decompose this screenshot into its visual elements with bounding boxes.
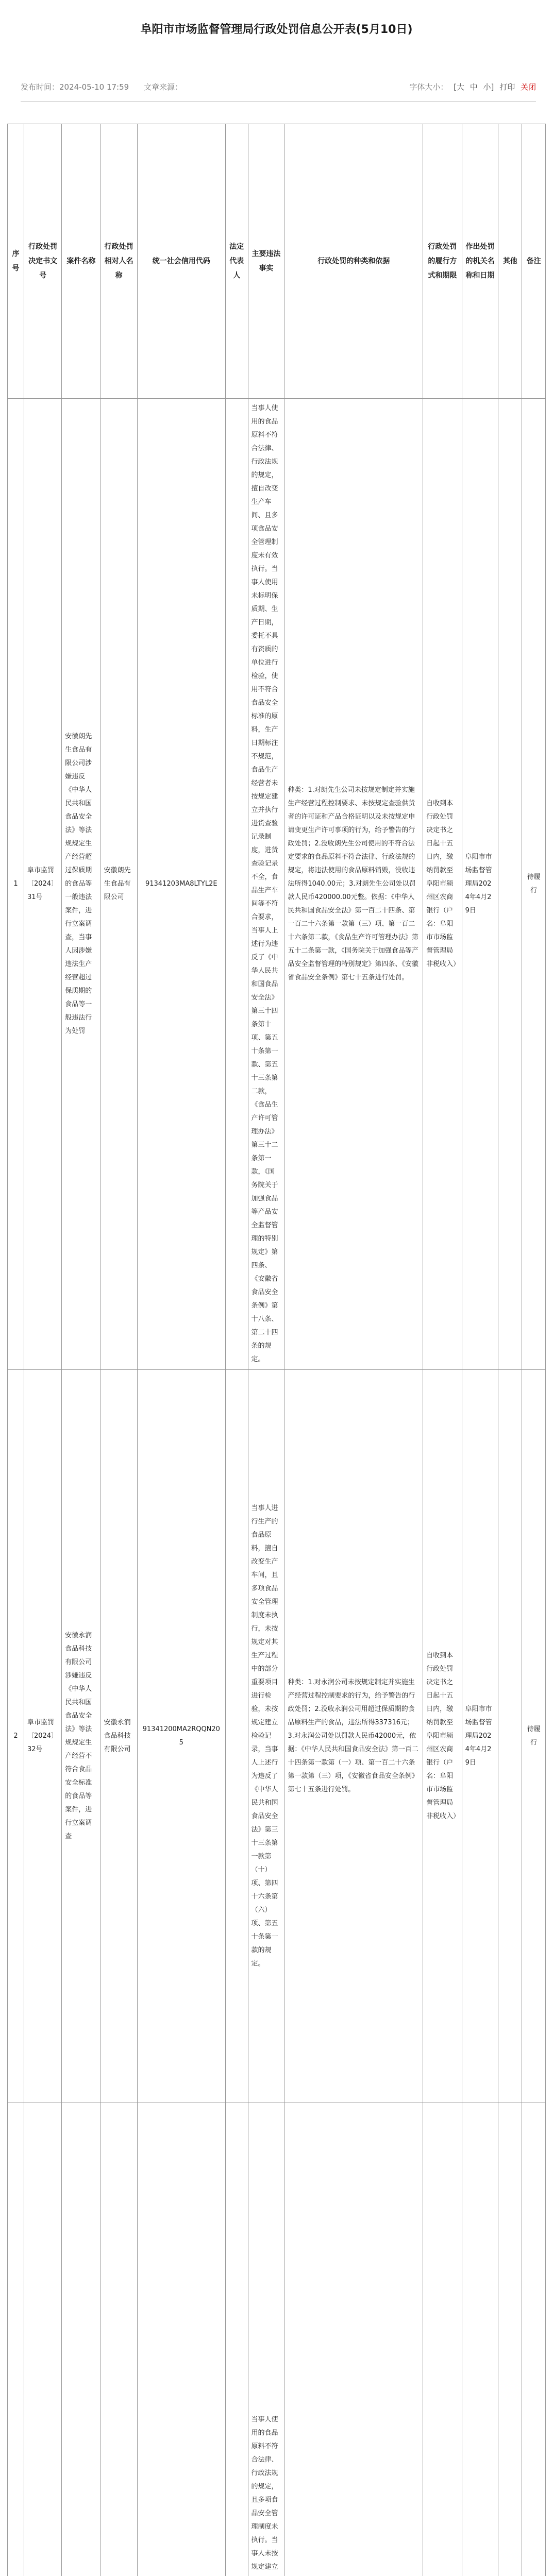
cell-case-name [62, 2103, 100, 2576]
close-button[interactable]: 关闭 [520, 82, 536, 92]
header-other: 其他 [498, 124, 522, 399]
cell-case-name: 安徽永润食品科技有限公司涉嫌违反《中华人民共和国食品安全法》等法规规定生产经营不符合食品安全标准的食品等案件，进行立案调查 [62, 1370, 100, 2103]
cell-other [498, 2103, 522, 2576]
cell-index [8, 2103, 24, 2576]
cell-penalty: 种类：1.对朗先生公司未按规定制定并实施生产经营过程控制要求、未按规定查验供货者的许可证和产品合格证明以及未按规定申请变更生产许可事项的行为，给予警告的行政处罚；2.没收朗先生公司使用的不符合法定要求的食品原料不符合法律、行政法规的规定，将违法使用的食品原料销毁，没收违法所得1040.00元；3.对朗先生公司处以罚款人民币420000.00元整。依据：《中华人民共和国食品安全法》第一百二十四条、第一百二十六条第一款第（三）项、第一百二十六条第二款，《食品生产许可管理办法》第五十二条第一款，《国务院关于加强食品等产品安全监督管理的特别规定》第四条、《安徽省食品安全条例》第七十五条进行处罚。 [284, 399, 423, 1370]
cell-note: 待履行 [522, 1370, 546, 2103]
font-size-label: 字体大小： [409, 82, 448, 92]
cell-party: 安徽永润食品科技有限公司 [100, 1370, 137, 2103]
article-meta-left [21, 81, 195, 92]
cell-penalty [284, 2103, 423, 2576]
table-header-row [8, 124, 546, 399]
cell-index: 1 [8, 399, 24, 1370]
cell-organ: 阜阳市市场监督管理局2024年4月29日 [462, 399, 498, 1370]
header-legal-rep: 法定代表人 [226, 124, 248, 399]
font-large-button[interactable]: [大 [454, 82, 464, 92]
header-violation: 主要违法事实 [248, 124, 284, 399]
header-doc-no: 行政处罚决定书文号 [24, 124, 62, 399]
cell-legal-rep [226, 2103, 248, 2576]
table-row [8, 2103, 546, 2576]
cell-penalty: 种类：1.对永润公司未按规定制定并实施生产经营过程控制要求的行为，给予警告的行政处罚；2.没收永润公司用超过保质期的食品原料生产的食品，违法所得337316元；3.对永润公司处以罚款人民币42000元，依据：《中华人民共和国食品安全法》第一百二十四条第一款第（一）项、第一百二十六条第一款第（三）项，《安徽省食品安全条例》第七十五条进行处罚。 [284, 1370, 423, 2103]
cell-case-name: 安徽朗先生食品有限公司涉嫌违反《中华人民共和国食品安全法》等法规规定生产经营超过保质期的食品等一般违法案件，进行立案调查，当事人因涉嫌违法生产经营超过保质期的食品等一般违法行为处罚 [62, 399, 100, 1370]
font-small-button[interactable]: 小] [483, 82, 494, 92]
cell-violation: 当事人使用的食品原料不符合法律、行政法规的规定，擅自改变生产车间、且多项食品安全管理制度未有效执行。当事人使用未标明保质期、生产日期，委托不具有资质的单位进行检验，使用不符合食品安全标准的原料，生产日期标注不规范，食品生产经营者未按规定建立并执行进货查验记录制度，进货查验记录不全，食品生产车间等不符合要求，当事人上述行为违反了《中华人民共和国食品安全法》第三十四条第十项、第五十条第一款、第五十三条第二款，《食品生产许可管理办法》第三十二条第一款，《国务院关于加强食品等产品安全监督管理的特别规定》第四条、《安徽省食品安全条例》第十八条、第二十四条的规定。 [248, 399, 284, 1370]
article-source: 文章来源： [143, 82, 182, 92]
article-meta-bar [21, 77, 536, 98]
print-button[interactable]: 打印 [499, 82, 515, 92]
table-row [8, 399, 546, 1370]
header-penalty: 行政处罚的种类和依据 [284, 124, 423, 399]
cell-legal-rep [226, 1370, 248, 2103]
cell-execution: 自收到本行政处罚决定书之日起十五日内，缴纳罚款至阜阳市颍州区农商银行（户名：阜阳市市场监督管理局非税收入） [423, 399, 462, 1370]
font-medium-button[interactable]: 中 [470, 82, 478, 92]
header-organ: 作出处罚的机关名称和日期 [462, 124, 498, 399]
cell-party: 安徽朗先生食品有限公司 [100, 399, 137, 1370]
cell-index: 2 [8, 1370, 24, 2103]
cell-organ [462, 2103, 498, 2576]
cell-credit-code: 91341200MA2RQQN205 [137, 1370, 226, 2103]
cell-doc-no: 阜市监罚〔2024〕32号 [24, 1370, 62, 2103]
header-index: 序号 [8, 124, 24, 399]
cell-doc-no [24, 2103, 62, 2576]
table-row [8, 1370, 546, 2103]
article-tools [406, 81, 536, 92]
page-title: 阜阳市市场监督管理局行政处罚信息公开表(5月10日) [140, 23, 413, 36]
cell-credit-code: 91341203MA8LTYL2E [137, 399, 226, 1370]
cell-note: 待履行 [522, 399, 546, 1370]
cell-party [100, 2103, 137, 2576]
header-case-name: 案件名称 [62, 124, 100, 399]
header-execution: 行政处罚的履行方式和期限 [423, 124, 462, 399]
cell-other [498, 399, 522, 1370]
header-credit-code: 统一社会信用代码 [137, 124, 226, 399]
penalty-table [7, 124, 546, 2576]
cell-other [498, 1370, 522, 2103]
cell-legal-rep [226, 399, 248, 1370]
cell-violation: 当事人使用的食品原料不符合法律、行政法规的规定，且多项食品安全管理制度未执行。当事人未按规定建立 [248, 2103, 284, 2576]
cell-note [522, 2103, 546, 2576]
publish-date: 发布时间：2024-05-10 17:59 [21, 82, 129, 92]
header-note: 备注 [522, 124, 546, 399]
cell-violation: 当事人进行生产的食品原料，擅自改变生产车间，且多项食品安全管理制度未执行，未按规定对其生产过程中的部分重要项目进行检验，未按规定建立检验记录，当事人上述行为违反了《中华人民共和国食品安全法》第三十三条第一款第（十）项、第四十六条第（六）项、第五十条第一款的规定。 [248, 1370, 284, 2103]
cell-execution: 自收到本行政处罚决定书之日起十五日内，缴纳罚款至阜阳市颍州区农商银行（户名：阜阳市市场监督管理局非税收入） [423, 1370, 462, 2103]
cell-organ: 阜阳市市场监督管理局2024年4月29日 [462, 1370, 498, 2103]
cell-credit-code [137, 2103, 226, 2576]
cell-doc-no: 阜市监罚〔2024〕31号 [24, 399, 62, 1370]
cell-execution [423, 2103, 462, 2576]
header-party: 行政处罚相对人名称 [100, 124, 137, 399]
